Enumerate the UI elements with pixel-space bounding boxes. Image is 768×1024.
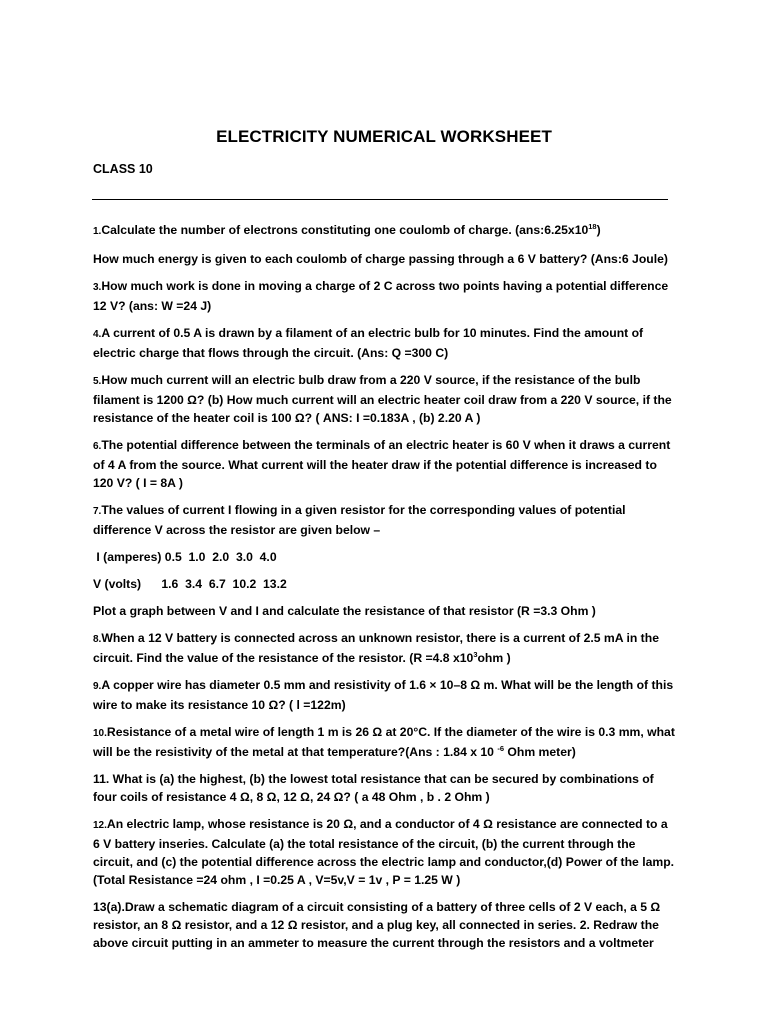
question-text: The potential difference between the terminals of an electric heater is 60 V when it draws a current of 4 A from the source. What current will the heater draw if the potential difference is increased to 120 V? ( I = 8A ) bbox=[93, 438, 671, 490]
question-text: 11. What is (a) the highest, (b) the lowest total resistance that can be secured by combinations of four coils of resistance 4 Ω, 8 Ω, 12 Ω, 24 Ω? ( a 48 Ohm , b . 2 Ohm ) bbox=[93, 772, 654, 804]
question-4 bbox=[93, 324, 675, 362]
superscript: -6 bbox=[497, 743, 505, 753]
question-7 bbox=[93, 501, 675, 539]
question-number: 9. bbox=[93, 681, 102, 692]
question-number: 3. bbox=[93, 282, 102, 293]
question-text: A current of 0.5 A is drawn by a filament of an electric bulb for 10 minutes. Find the amount of electric charge that flows through the circuit. (Ans: Q =300 C) bbox=[93, 326, 644, 360]
question-number: 10. bbox=[93, 728, 107, 739]
question-text: When a 12 V battery is connected across an unknown resistor, there is a current of 2.5 mA in the circuit. Find the value of the resistance of the resistor. (R =4.8 x10 bbox=[93, 631, 659, 665]
question-number: 7. bbox=[93, 506, 102, 517]
question-text: An electric lamp, whose resistance is 20 Ω, and a conductor of 4 Ω resistance are connected to a 6 V battery inseries. Calculate (a) the total resistance of the circuit, (b) the current through the circuit, and (c) the potential difference across the electric lamp and conductor,(d) Power of the lamp. (Total Resistance =24 ohm , I =0.25 A , V=5v,V = 1v , P = 1.25 W ) bbox=[93, 817, 675, 887]
question-text-end: ) bbox=[596, 223, 601, 237]
class-label: CLASS 10 bbox=[93, 162, 153, 176]
question-11 bbox=[93, 770, 675, 806]
current-values-row: I (amperes) 0.5 1.0 2.0 3.0 4.0 bbox=[93, 550, 277, 564]
question-number: 8. bbox=[93, 634, 102, 645]
question-text: The values of current I flowing in a given resistor for the corresponding values of potential difference V across the resistor are given below – bbox=[93, 503, 626, 537]
question-text: How much current will an electric bulb draw from a 220 V source, if the resistance of the bulb filament is 1200 Ω? (b) How much current will an electric heater coil draw from a 220 V source, if the resistance of the heater coil is 100 Ω? ( ANS: I =0.183A , (b) 2.20 A ) bbox=[93, 373, 672, 425]
plot-instruction: Plot a graph between V and I and calculate the resistance of that resistor (R =3.3 Ohm ) bbox=[93, 604, 596, 618]
question-text: 13(a).Draw a schematic diagram of a circuit consisting of a battery of three cells of 2 V each, a 5 Ω resistor, an 8 Ω resistor, and a 12 Ω resistor, and a plug key, all connected in series. 2. Redraw the above circuit putting in an ammeter to measure the current through the resistors and a voltmeter bbox=[93, 900, 661, 950]
question-6 bbox=[93, 436, 675, 492]
question-5 bbox=[93, 371, 675, 427]
voltage-values-row: V (volts) 1.6 3.4 6.7 10.2 13.2 bbox=[93, 577, 287, 591]
question-12 bbox=[93, 815, 675, 889]
question-3 bbox=[93, 277, 675, 315]
question-9 bbox=[93, 676, 675, 714]
question-number: 12. bbox=[93, 820, 107, 831]
question-text: Resistance of a metal wire of length 1 m is 26 Ω at 20°C. If the diameter of the wire is 0.3 mm, what will be the resistivity of the metal at that temperature?(Ans : 1.84 x 10 bbox=[93, 725, 675, 759]
question-number: 4. bbox=[93, 329, 102, 340]
question-8 bbox=[93, 629, 675, 667]
question-1 bbox=[93, 221, 675, 241]
question-13 bbox=[93, 898, 675, 952]
superscript: 3 bbox=[473, 649, 478, 659]
question-number: 1. bbox=[93, 226, 102, 237]
question-text: A copper wire has diameter 0.5 mm and resistivity of 1.6 × 10–8 Ω m. What will be the length of this wire to make its resistance 10 Ω? ( l =122m) bbox=[93, 678, 674, 712]
question-number: 6. bbox=[93, 441, 102, 452]
superscript: 18 bbox=[588, 221, 597, 231]
question-number: 5. bbox=[93, 376, 102, 387]
divider-line bbox=[92, 199, 668, 200]
question-text-end: Ohm meter) bbox=[504, 745, 576, 759]
question-10 bbox=[93, 723, 675, 761]
question-text: How much energy is given to each coulomb of charge passing through a 6 V battery? (Ans:6 Joule) bbox=[93, 252, 668, 266]
question-list bbox=[93, 221, 675, 961]
question-text: How much work is done in moving a charge of 2 C across two points having a potential difference 12 V? (ans: W =24 J) bbox=[93, 279, 669, 313]
question-text-end: ohm ) bbox=[477, 651, 511, 665]
page-title: ELECTRICITY NUMERICAL WORKSHEET bbox=[216, 127, 552, 146]
question-2 bbox=[93, 250, 675, 268]
question-text: Calculate the number of electrons constituting one coulomb of charge. (ans:6.25x10 bbox=[101, 223, 589, 237]
